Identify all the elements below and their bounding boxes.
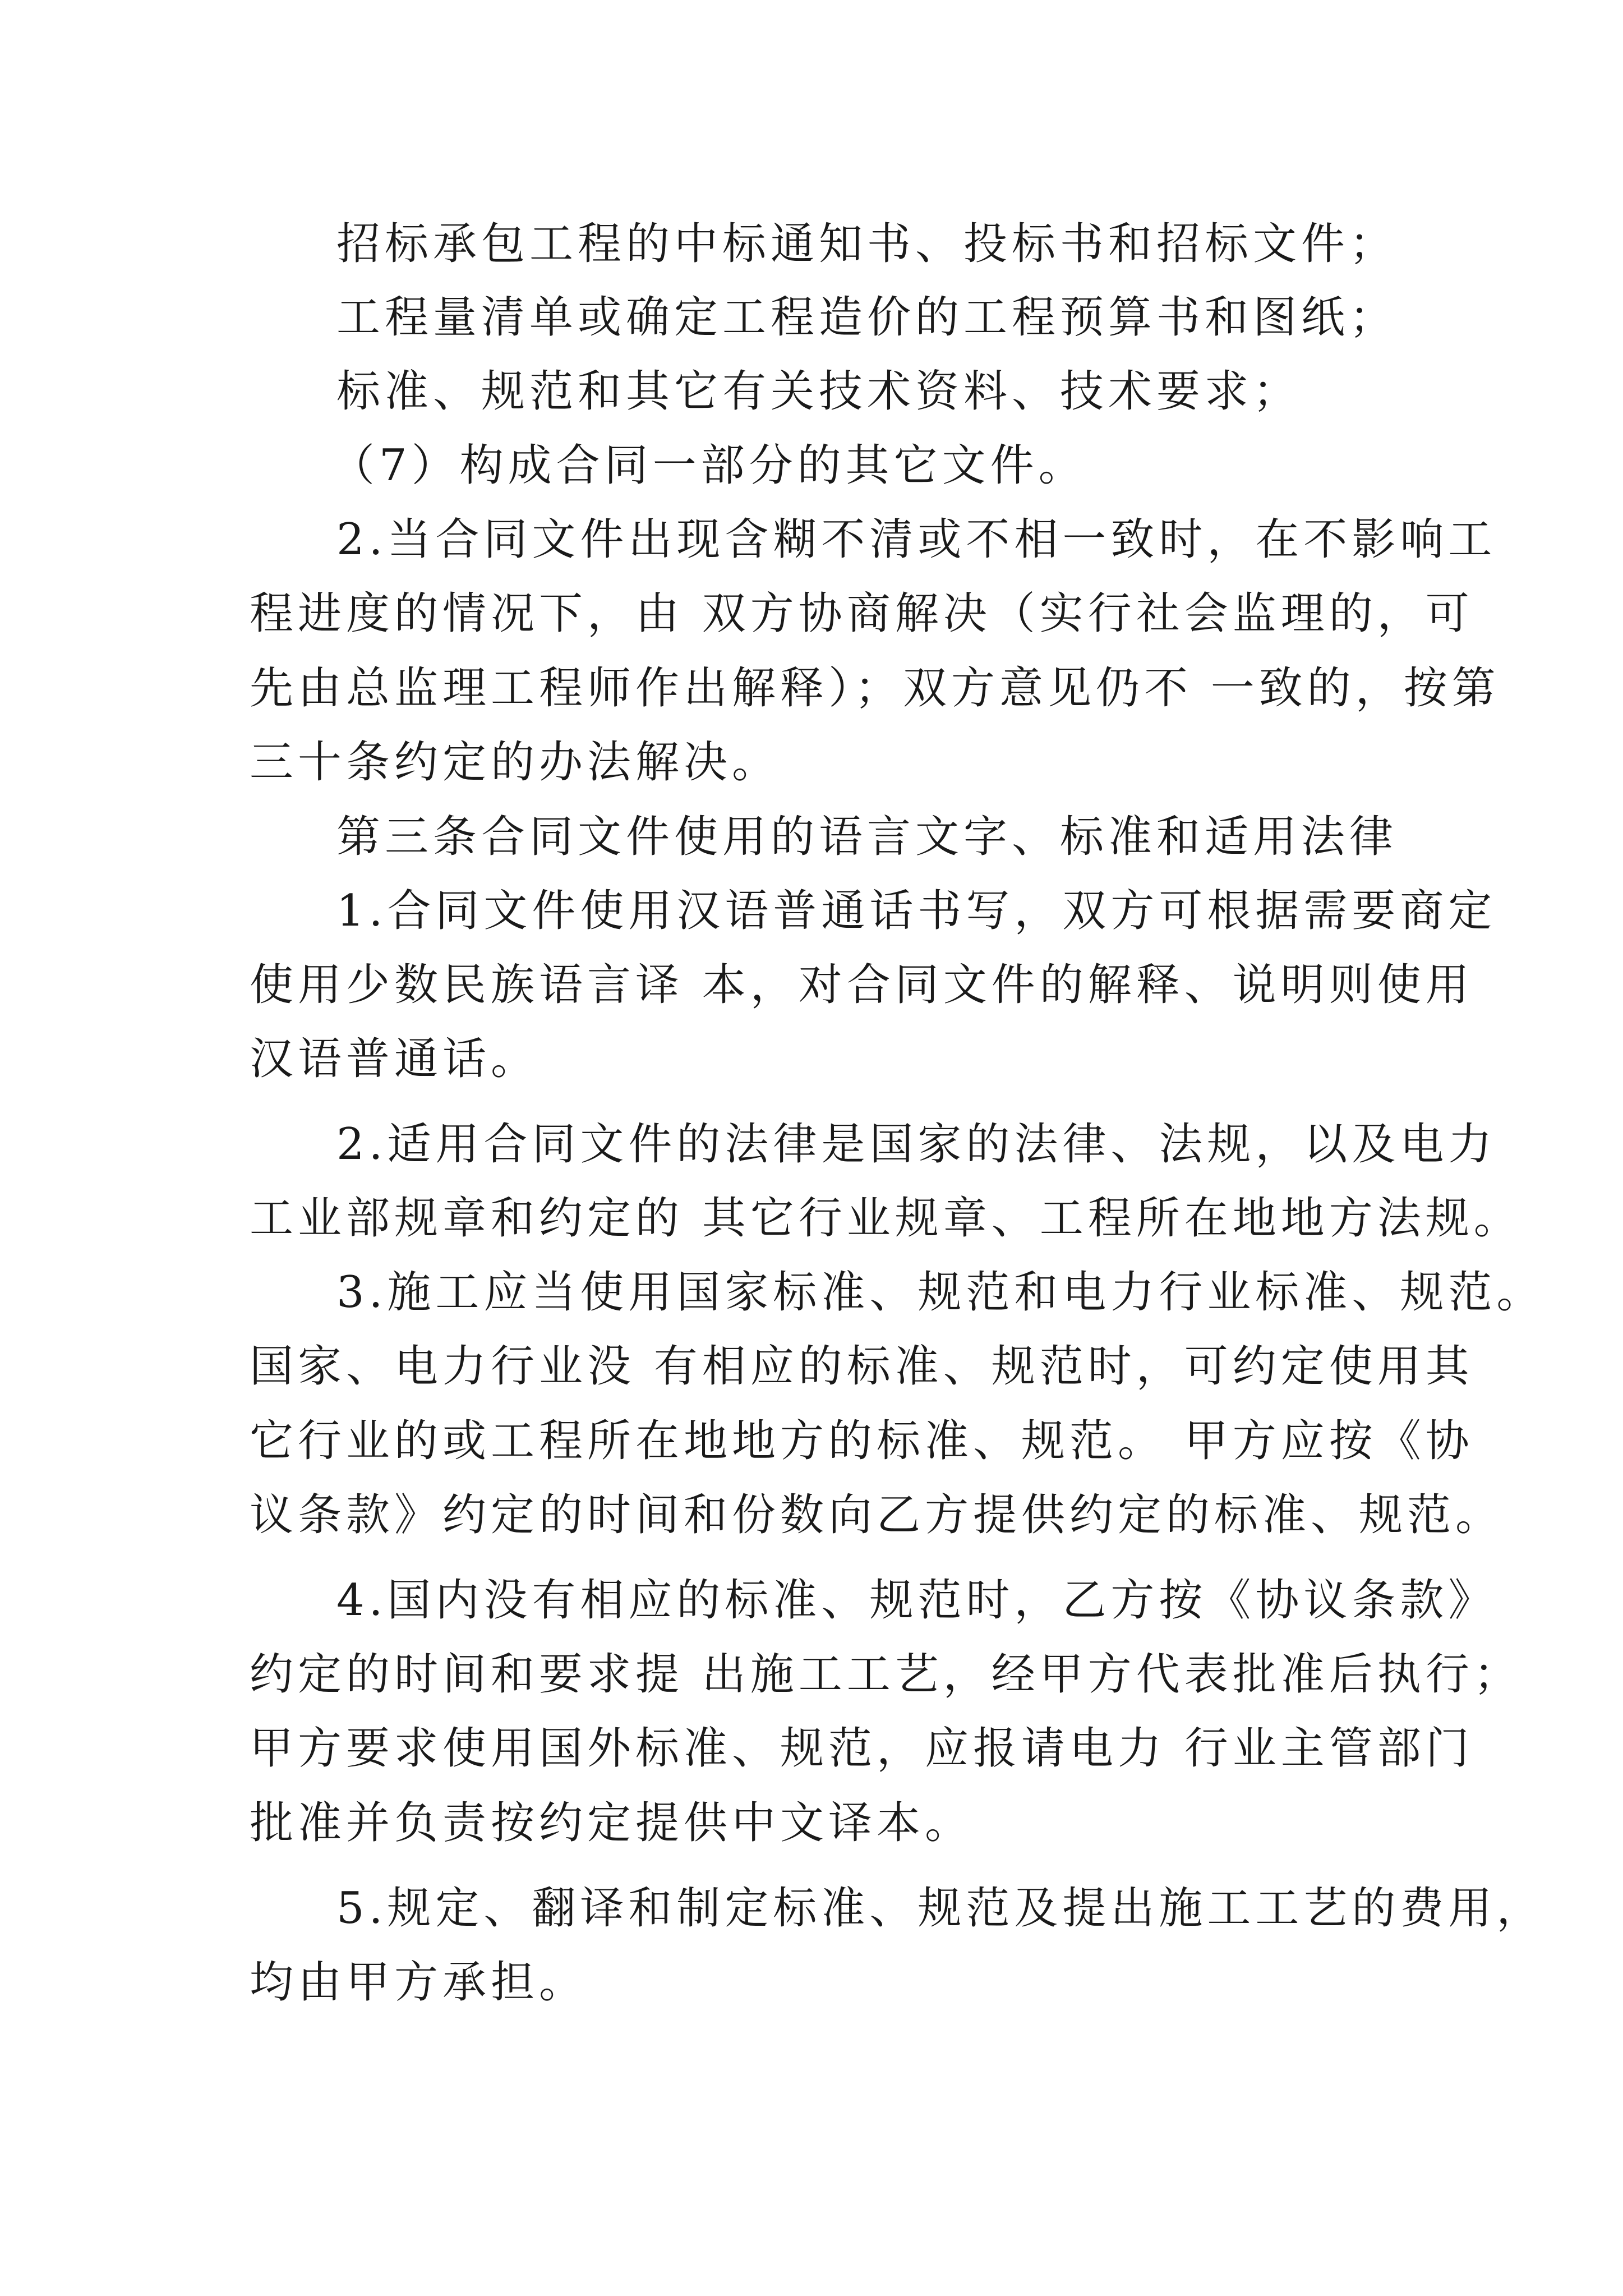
text-line: 程进度的情况下，由 双方协商解决（实行社会监理的，可 [250, 588, 1474, 639]
text-line: 国家、电力行业没 有相应的标准、规范时，可约定使用其 [250, 1341, 1474, 1392]
text-line: 使用少数民族语言译 本，对合同文件的解释、说明则使用 [250, 960, 1474, 1010]
text-line: 批准并负责按约定提供中文译本。 [250, 1798, 974, 1848]
text-line: 2.当合同文件出现含糊不清或不相一致时，在不影响工 [336, 514, 1497, 565]
text-line: 5.规定、翻译和制定标准、规范及提出施工工艺的费用， [336, 1883, 1545, 1934]
text-line: 均由甲方承担。 [250, 1957, 588, 2008]
text-line: 工程量清单或确定工程造价的工程预算书和图纸； [336, 292, 1398, 343]
text-line: 4.国内没有相应的标准、规范时，乙方按《协议条款》 [336, 1575, 1497, 1626]
text-line: 甲方要求使用国外标准、规范，应报请电力 行业主管部门 [250, 1723, 1474, 1774]
text-line: 标准、规范和其它有关技术资料、技术要求； [336, 366, 1302, 417]
text-line: 议条款》约定的时间和份数向乙方提供约定的标准、规范。 [250, 1490, 1504, 1540]
text-line: 先由总监理工程师作出解释）；双方意见仍不 一致的，按第 [250, 663, 1500, 714]
text-line: 三十条约定的办法解决。 [250, 737, 781, 788]
text-line: 约定的时间和要求提 出施工工艺，经甲方代表批准后执行； [250, 1649, 1522, 1700]
text-line: 招标承包工程的中标通知书、投标书和招标文件； [336, 219, 1398, 269]
text-line: 2.适用合同文件的法律是国家的法律、法规，以及电力 [336, 1119, 1497, 1170]
text-line: 3.施工应当使用国家标准、规范和电力行业标准、规范。 [336, 1267, 1545, 1318]
text-line: 汉语普通话。 [250, 1034, 540, 1084]
section-heading: 第三条合同文件使用的语言文字、标准和适用法律 [336, 812, 1398, 862]
text-line: （7）构成合同一部分的其它文件。 [331, 440, 1087, 491]
text-line: 它行业的或工程所在地地方的标准、规范。 甲方应按《协 [250, 1416, 1474, 1466]
text-line: 1.合同文件使用汉语普通话书写，双方可根据需要商定 [336, 886, 1497, 936]
text-line: 工业部规章和约定的 其它行业规章、工程所在地地方法规。 [250, 1193, 1522, 1244]
